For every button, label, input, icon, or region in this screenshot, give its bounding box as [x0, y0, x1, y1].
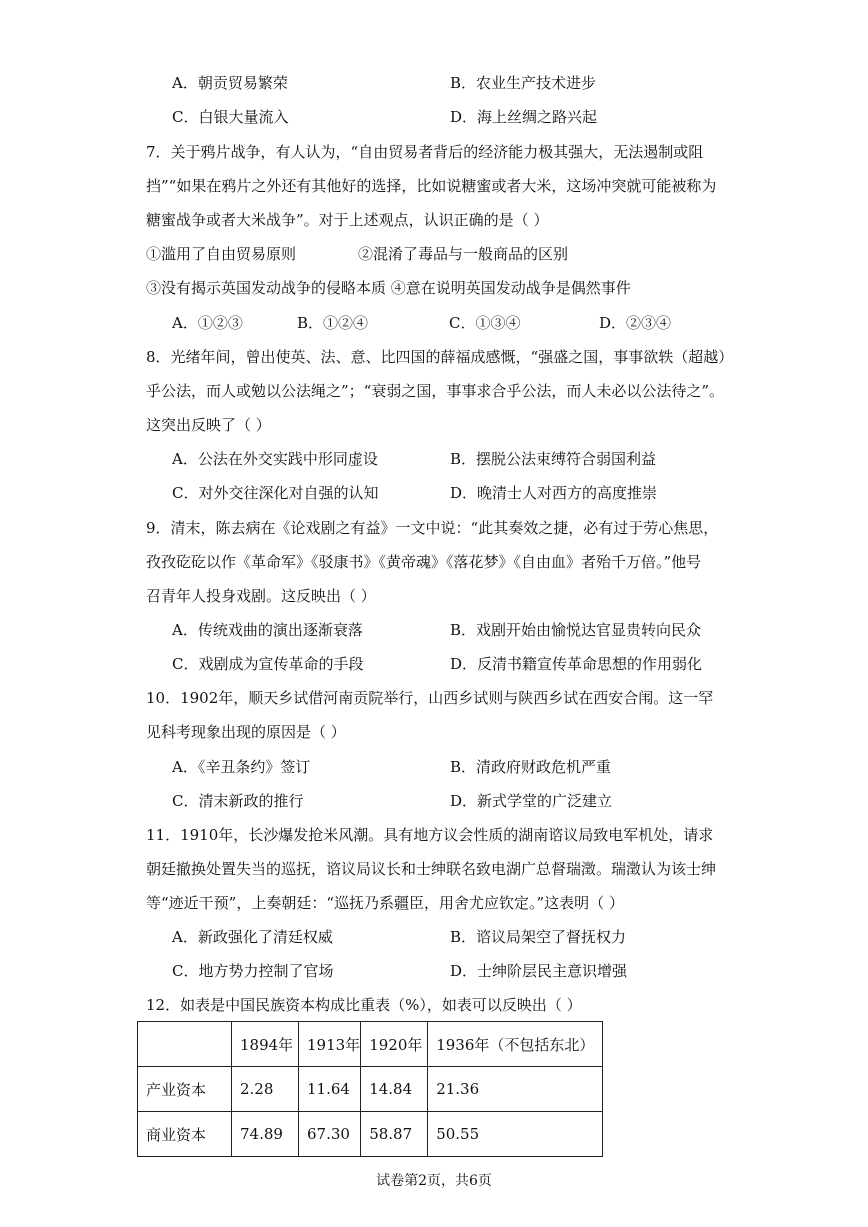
q7-option-a: A．①②③	[172, 314, 243, 332]
q9-option-d: D．反清书籍宣传革命思想的作用弱化	[450, 655, 703, 673]
table-header-cell: 1920年	[361, 1022, 428, 1067]
q11-option-a: A．新政强化了清廷权威	[172, 928, 333, 946]
table-cell: 11.64	[299, 1067, 361, 1112]
q10-stem-line: 10．1902年，顺天乡试借河南贡院举行，山西乡试则与陕西乡试在西安合闱。这一罕	[146, 689, 714, 707]
q6-option-c: C．白银大量流入	[172, 108, 289, 126]
q6-option-b: B．农业生产技术进步	[450, 74, 597, 92]
table-header-cell: 1913年	[299, 1022, 361, 1067]
table-header-cell: 1894年	[232, 1022, 299, 1067]
table-cell: 产业资本	[138, 1067, 232, 1112]
q10-option-b: B．清政府财政危机严重	[450, 758, 612, 776]
q7-statement-2: ②混淆了毒品与一般商品的区别	[358, 245, 569, 263]
table-cell: 67.30	[299, 1112, 361, 1157]
q9-option-a: A．传统戏曲的演出逐渐衰落	[172, 621, 363, 639]
q6-option-d: D．海上丝绸之路兴起	[450, 108, 598, 126]
table-row	[138, 1112, 603, 1157]
table-cell: 14.84	[361, 1067, 428, 1112]
q8-option-a: A．公法在外交实践中形同虚设	[172, 450, 378, 468]
q10-stem-line: 见科考现象出现的原因是（ ）	[146, 723, 346, 741]
q10-option-a: A．《辛丑条约》签订	[172, 758, 311, 776]
q7-stem-line: 7．关于鸦片战争，有人认为，“自由贸易者背后的经济能力极其强大，无法遏制或阻	[146, 143, 704, 161]
table-cell: 58.87	[361, 1112, 428, 1157]
q8-stem-line: 这突出反映了（ ）	[146, 416, 271, 434]
q7-option-b: B．①②④	[297, 314, 369, 332]
table-header-cell: 1936年（不包括东北）	[428, 1022, 603, 1067]
q9-option-b: B．戏剧开始由愉悦达官显贵转向民众	[450, 621, 702, 639]
q7-statement-1: ①滥用了自由贸易原则	[146, 245, 297, 263]
q11-option-c: C．地方势力控制了官场	[172, 962, 334, 980]
table-cell: 2.28	[232, 1067, 299, 1112]
q11-stem-line: 11．1910年，长沙爆发抢米风潮。具有地方议会性质的湖南谘议局致电军机处，请求	[146, 826, 714, 844]
q8-option-d: D．晚清士人对西方的高度推崇	[450, 484, 658, 502]
q11-stem-line: 等“迹近干预”，上奏朝廷：“巡抚乃系疆臣，用舍尤应钦定。”这表明（ ）	[146, 894, 624, 912]
capital-composition-table	[137, 1021, 603, 1157]
q7-statement-3-4: ③没有揭示英国发动战争的侵略本质 ④意在说明英国发动战争是偶然事件	[146, 279, 631, 297]
q11-option-d: D．士绅阶层民主意识增强	[450, 962, 628, 980]
q8-stem-line: 乎公法，而人或勉以公法绳之”；“衰弱之国，事事求合乎公法，而人未必以公法待之”。	[146, 382, 725, 400]
table-cell: 商业资本	[138, 1112, 232, 1157]
table-header-cell	[138, 1022, 232, 1067]
table-cell: 21.36	[428, 1067, 603, 1112]
q6-option-a: A．朝贡贸易繁荣	[172, 74, 288, 92]
q9-stem-line: 召青年人投身戏剧。这反映出（ ）	[146, 587, 376, 605]
q9-stem-line: 孜孜矻矻以作《革命军》《驳康书》《黄帝魂》《落花梦》《自由血》者殆千万倍。”他号	[146, 553, 702, 571]
q7-option-c: C．①③④	[449, 314, 521, 332]
table-header-row	[138, 1022, 603, 1067]
q7-stem-line: 挡”“如果在鸦片之外还有其他好的选择，比如说糖蜜或者大米，这场冲突就可能被称为	[146, 177, 717, 195]
page-footer: 试卷第2页，共6页	[376, 1173, 492, 1189]
q7-stem-line: 糖蜜战争或者大米战争”。对于上述观点，认识正确的是（ ）	[146, 211, 549, 229]
q7-option-d: D．②③④	[599, 314, 672, 332]
q12-stem: 12．如表是中国民族资本构成比重表（%），如表可以反映出（ ）	[146, 996, 582, 1014]
q11-stem-line: 朝廷撤换处置失当的巡抚，谘议局议长和士绅联名致电湖广总督瑞澂。瑞澂认为该士绅	[146, 860, 717, 878]
table-row	[138, 1067, 603, 1112]
q10-option-c: C．清末新政的推行	[172, 792, 304, 810]
q9-stem-line: 9．清末，陈去病在《论戏剧之有益》一文中说：“此其奏效之捷，必有过于劳心焦思，	[146, 519, 719, 537]
q9-option-c: C．戏剧成为宣传革命的手段	[172, 655, 364, 673]
q11-option-b: B．谘议局架空了督抚权力	[450, 928, 627, 946]
table-cell: 50.55	[428, 1112, 603, 1157]
table-cell: 74.89	[232, 1112, 299, 1157]
q10-option-d: D．新式学堂的广泛建立	[450, 792, 613, 810]
q8-stem-line: 8．光绪年间，曾出使英、法、意、比四国的薛福成感慨，“强盛之国，事事欲轶（超越）	[146, 348, 734, 366]
q8-option-c: C．对外交往深化对自强的认知	[172, 484, 379, 502]
q8-option-b: B．摆脱公法束缚符合弱国利益	[450, 450, 657, 468]
